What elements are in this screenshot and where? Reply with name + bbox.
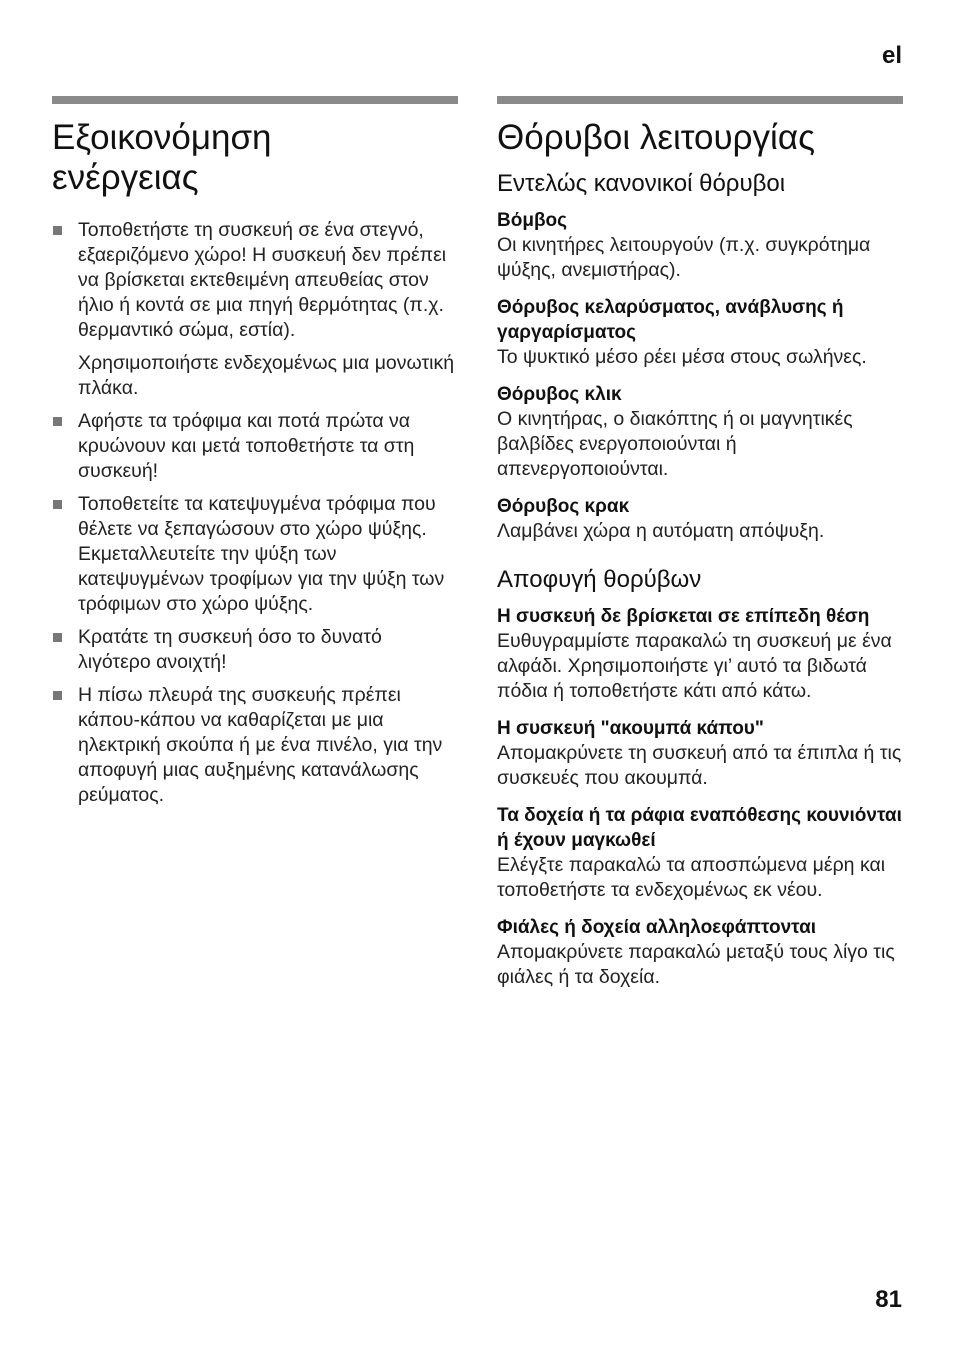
noise-item-text: Ο κινητήρας, ο διακόπτης ή οι μαγνητικές βαλβίδες ενεργοποιούνται ή απενεργοποιούνται. (497, 408, 853, 480)
list-item (52, 409, 458, 484)
noise-item-title: Βόμβος (497, 210, 568, 231)
noise-item-text: Απομακρύνετε παρακαλώ μεταξύ τους λίγο τις φιάλες ή τα δοχεία. (497, 941, 895, 988)
list-item (52, 218, 458, 401)
list-item (52, 492, 458, 617)
list-item-continuation: Χρησιμοποιήστε ενδεχομένως μια μονωτική πλάκα. (78, 352, 455, 399)
noise-item-title: Τα δοχεία ή τα ράφια εναπόθεσης κουνιόνται ή έχουν μαγκωθεί (497, 805, 902, 851)
section-rule (497, 96, 903, 104)
noise-item (497, 716, 903, 791)
noise-item-title: Θόρυβος κλικ (497, 384, 622, 405)
noise-item-text: Ελέγξτε παρακαλώ τα αποσπώμενα μέρη και τοποθετήστε τα ενδεχομένως εκ νέου. (497, 854, 886, 901)
square-bullet-icon (53, 226, 62, 235)
list-item-text: Αφήστε τα τρόφιμα και ποτά πρώτα να κρυώνουν και μετά τοποθετήστε τα στη συσκευή! (78, 410, 415, 482)
square-bullet-icon (53, 500, 62, 509)
title-line-2: ενέργειας (52, 158, 199, 197)
section-rule (52, 96, 458, 104)
square-bullet-icon (53, 691, 62, 700)
noise-item-text: Απομακρύνετε τη συσκευή από τα έπιπλα ή τις συσκευές που ακουμπά. (497, 742, 902, 789)
noise-item-text: Λαμβάνει χώρα η αυτόματη απόψυξη. (497, 520, 825, 542)
noise-item-title: Θόρυβος κελαρύσματος, ανάβλυσης ή γαργαρίσματος (497, 297, 844, 343)
square-bullet-icon (53, 417, 62, 426)
avoiding-noises-heading: Αποφυγή θορύβων (497, 566, 702, 593)
noise-item-title: Θόρυβος κρακ (497, 496, 630, 517)
noise-item (497, 494, 903, 544)
noise-item-text: Το ψυκτικό μέσο ρέει μέσα στους σωλήνες. (497, 346, 867, 368)
noise-item-text: Ευθυγραμμίστε παρακαλώ τη συσκευή με ένα αλφάδι. Χρησιμοποιήστε γι’ αυτό τα βιδωτά πόδια ή τοποθετήστε κάτι από κάτω. (497, 630, 892, 702)
noise-item (497, 295, 903, 370)
noise-item (497, 604, 903, 704)
operating-noises-column (497, 96, 903, 1002)
list-item-text: Η πίσω πλευρά της συσκευής πρέπει κάπου-κάπου να καθαρίζεται με μια ηλεκτρική σκούπα ή με ένα πινέλο, για την αποφυγή μιας αυξημένης κατανάλωσης ρεύματος. (78, 684, 443, 806)
list-item-text: Κρατάτε τη συσκευή όσο το δυνατό λιγότερο ανοιχτή! (78, 626, 382, 673)
noise-item (497, 382, 903, 482)
page-number: 81 (875, 1286, 902, 1313)
noise-item-title: Η συσκευή "ακουμπά κάπου" (497, 718, 764, 739)
list-item-text: Τοποθετείτε τα κατεψυγμένα τρόφιμα που θέλετε να ξεπαγώσουν στο χώρο ψύξης. Εκμεταλλευτείτε την ψύξη των κατεψυγμένων τροφίμων για την ψύξη των τρόφιμων στο χώρο ψύξης. (78, 493, 445, 615)
list-item (52, 625, 458, 675)
noise-item-title: Φιάλες ή δοχεία αλληλοεφάπτονται (497, 917, 817, 938)
energy-tips-list (52, 218, 458, 808)
energy-saving-title (52, 118, 458, 198)
noise-item-title: Η συσκευή δε βρίσκεται σε επίπεδη θέση (497, 606, 870, 627)
noise-item (497, 915, 903, 990)
list-item-text: Τοποθετήστε τη συσκευή σε ένα στεγνό, εξαεριζόμενο χώρο! Η συσκευή δεν πρέπει να βρίσκεται εκτεθειμένη απευθείας στον ήλιο ή κοντά σε μια πηγή θερμότητας (π.χ. θερμαντικό σώμα, εστία). (78, 219, 447, 341)
noise-item (497, 803, 903, 903)
energy-saving-column (52, 96, 458, 816)
operating-noises-title: Θόρυβοι λειτουργίας (497, 118, 815, 157)
list-item (52, 683, 458, 808)
language-code: el (881, 42, 902, 69)
title-line-1: Εξοικονόμηση (52, 118, 272, 157)
normal-noises-heading: Εντελώς κανονικοί θόρυβοι (497, 170, 786, 197)
noise-item-text: Οι κινητήρες λειτουργούν (π.χ. συγκρότημα ψύξης, ανεμιστήρας). (497, 234, 871, 281)
noise-item (497, 208, 903, 283)
square-bullet-icon (53, 633, 62, 642)
